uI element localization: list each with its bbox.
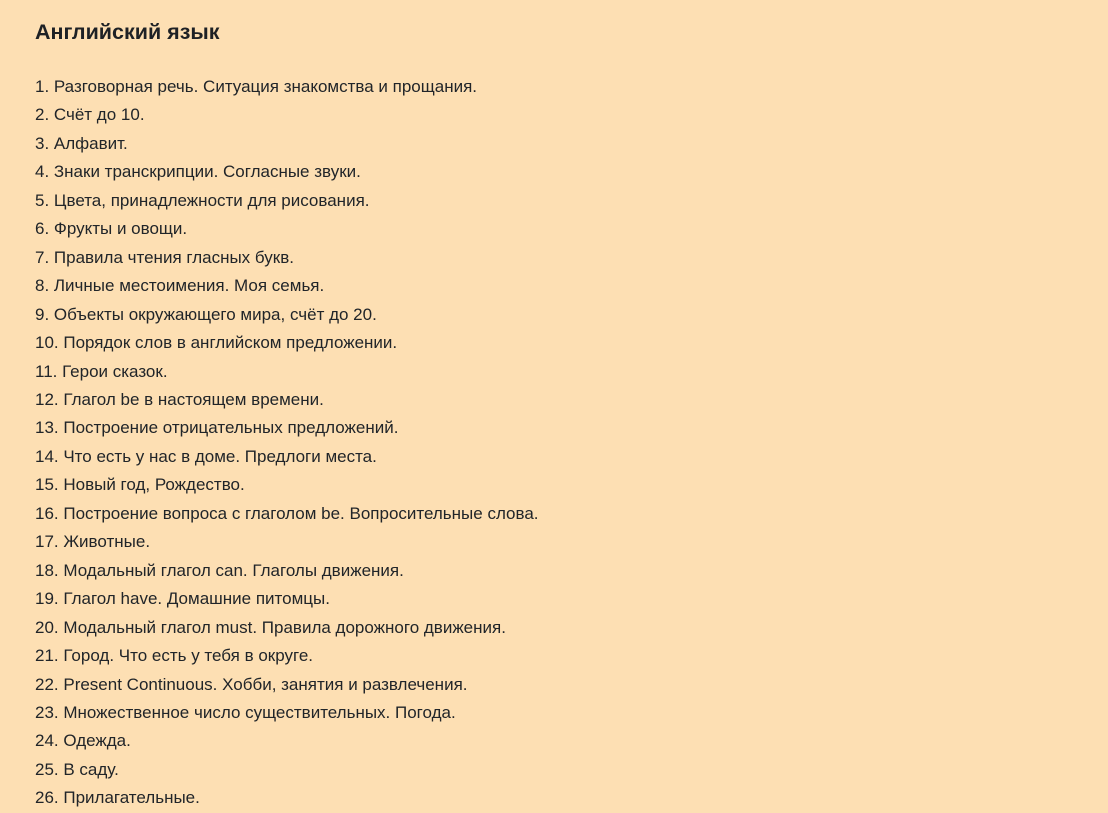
list-item: 13. Построение отрицательных предложений. bbox=[35, 418, 399, 438]
list-item: 20. Модальный глагол must. Правила дорожного движения. bbox=[35, 617, 506, 637]
list-item: 7. Правила чтения гласных букв. bbox=[35, 247, 294, 267]
topic-list bbox=[35, 73, 1078, 813]
list-item: 4. Знаки транскрипции. Согласные звуки. bbox=[35, 162, 361, 182]
list-item: 19. Глагол have. Домашние питомцы. bbox=[35, 589, 330, 609]
list-item: 25. В саду. bbox=[35, 759, 119, 779]
page-title: Английский язык bbox=[35, 20, 220, 44]
list-item: 3. Алфавит. bbox=[35, 133, 128, 153]
list-item: 14. Что есть у нас в доме. Предлоги места. bbox=[35, 446, 377, 466]
list-item: 16. Построение вопроса с глаголом be. Вопросительные слова. bbox=[35, 503, 539, 523]
list-item: 21. Город. Что есть у тебя в округе. bbox=[35, 646, 313, 666]
list-item: 6. Фрукты и овощи. bbox=[35, 219, 188, 239]
list-item: 26. Прилагательные. bbox=[35, 788, 200, 808]
list-item: 22. Present Continuous. Хобби, занятия и развлечения. bbox=[35, 674, 468, 694]
list-item: 5. Цвета, принадлежности для рисования. bbox=[35, 190, 370, 210]
list-item: 10. Порядок слов в английском предложении. bbox=[35, 333, 398, 353]
list-item: 1. Разговорная речь. Ситуация знакомства и прощания. bbox=[35, 77, 478, 96]
list-item: 2. Счёт до 10. bbox=[35, 105, 145, 125]
list-item: 23. Множественное число существительных. Погода. bbox=[35, 702, 456, 722]
list-item: 9. Объекты окружающего мира, счёт до 20. bbox=[35, 304, 377, 324]
list-item: 24. Одежда. bbox=[35, 731, 131, 751]
list-item: 12. Глагол be в настоящем времени. bbox=[35, 389, 324, 409]
list-item: 8. Личные местоимения. Моя семья. bbox=[35, 276, 325, 296]
list-item: 17. Животные. bbox=[35, 532, 151, 552]
list-item: 15. Новый год, Рождество. bbox=[35, 475, 245, 495]
list-item: 11. Герои сказок. bbox=[35, 361, 168, 381]
list-item: 18. Модальный глагол can. Глаголы движения. bbox=[35, 560, 404, 580]
